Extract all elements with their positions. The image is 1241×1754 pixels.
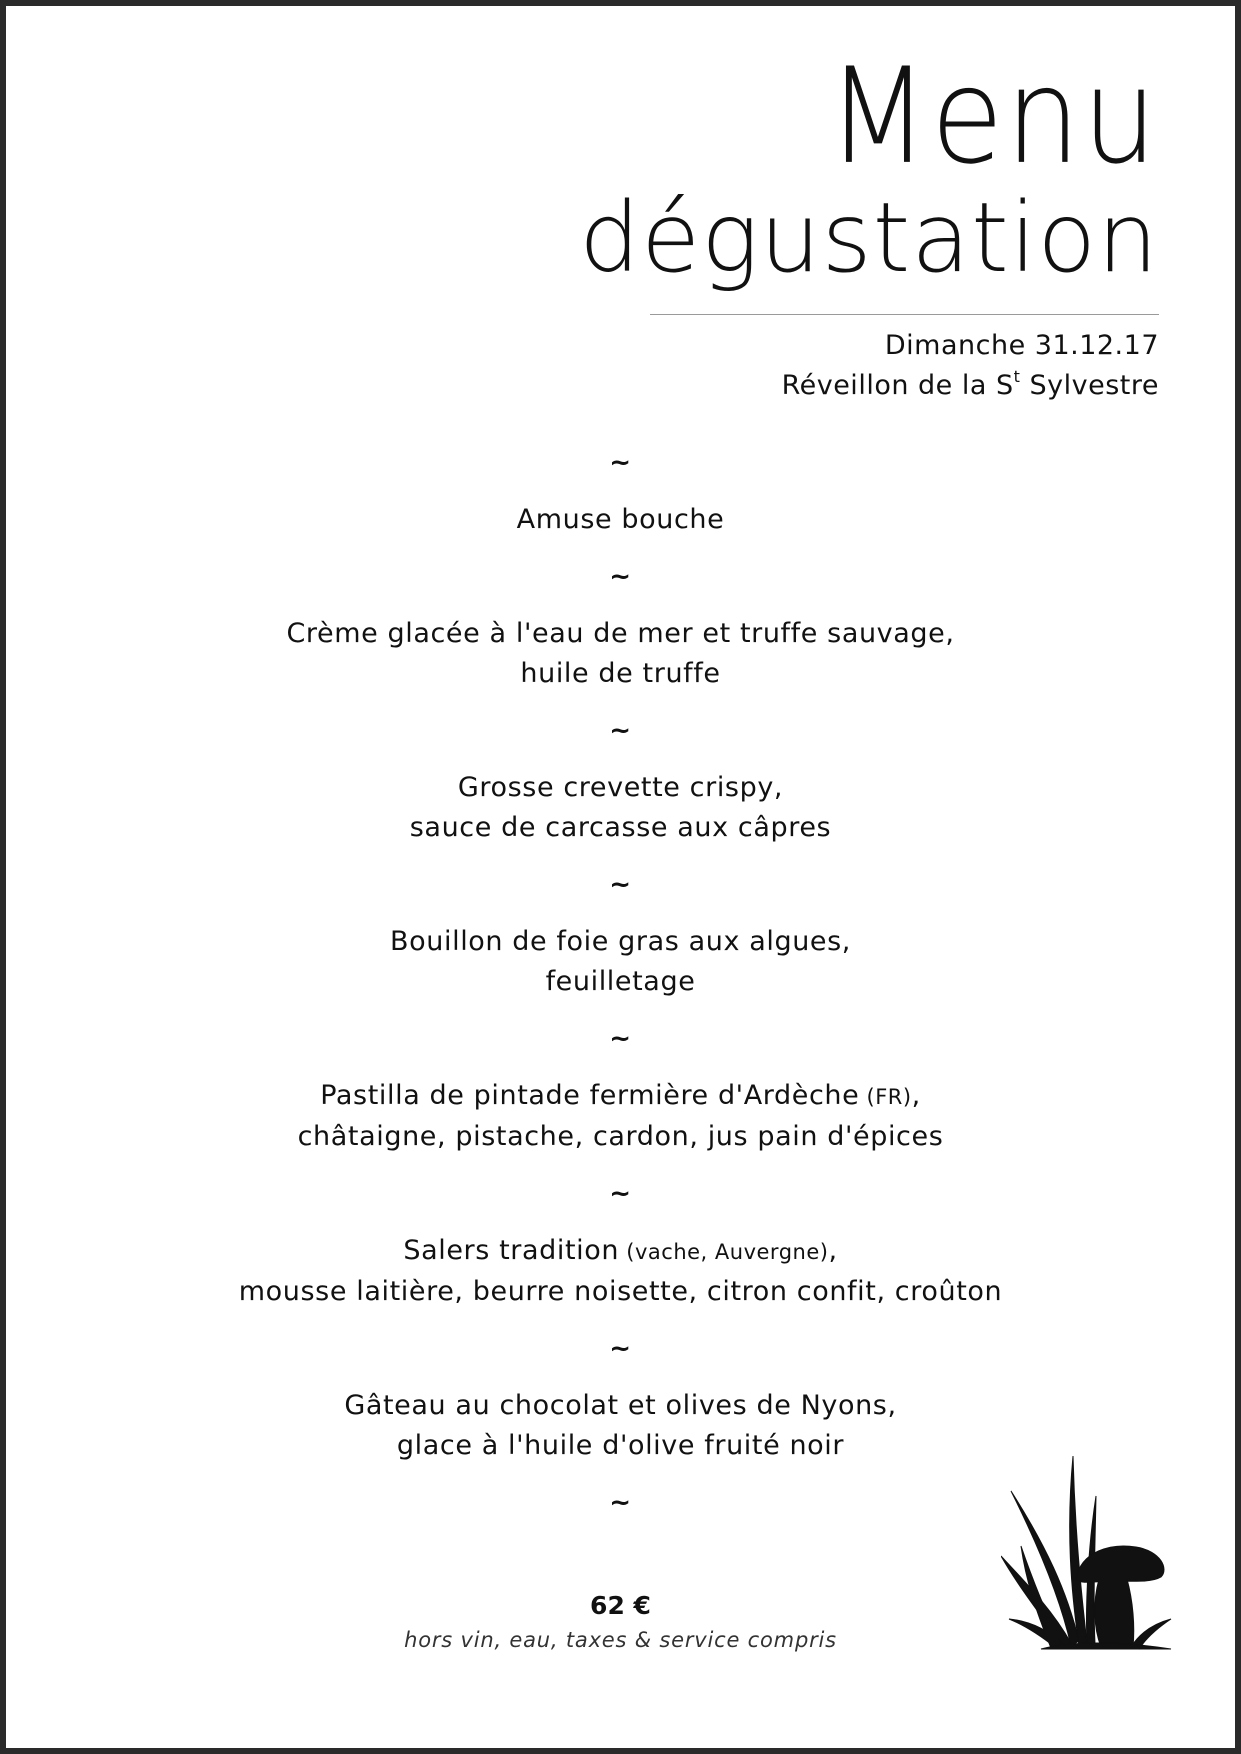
- course-line: Amuse bouche: [516, 504, 725, 535]
- course-item: [6, 1231, 1235, 1312]
- course-origin-note: (vache, Auvergne): [619, 1240, 829, 1264]
- course-separator: ~: [609, 1488, 632, 1518]
- course-line: [6, 1076, 1235, 1117]
- event-name: [782, 366, 1159, 406]
- course-separator: ~: [609, 562, 632, 592]
- event-info: [782, 326, 1159, 406]
- course-line: Crème glacée à l'eau de mer et truffe sauvage,: [286, 618, 955, 649]
- menu-price: 62 €: [590, 1591, 651, 1620]
- course-line: châtaigne, pistache, cardon, jus pain d'épices: [297, 1121, 944, 1152]
- course-item: [6, 614, 1235, 694]
- course-origin-note: (FR): [859, 1085, 912, 1109]
- event-date: Dimanche 31.12.17: [884, 330, 1159, 361]
- course-item: [6, 768, 1235, 848]
- title-degustation: dégustation: [579, 182, 1159, 294]
- course-punct: ,: [911, 1080, 921, 1111]
- title-menu: Menu: [827, 38, 1159, 194]
- course-separator: ~: [609, 1179, 632, 1209]
- event-name-suffix: Sylvestre: [1020, 370, 1159, 401]
- course-line: Gâteau au chocolat et olives de Nyons,: [344, 1390, 897, 1421]
- course-item: [6, 1076, 1235, 1157]
- price-note: hors vin, eau, taxes & service compris: [404, 1628, 837, 1652]
- event-name-sup: t: [1013, 367, 1021, 386]
- course-line: Grosse crevette crispy,: [457, 772, 784, 803]
- course-line: glace à l'huile d'olive fruité noir: [396, 1430, 845, 1461]
- course-line: Bouillon de foie gras aux algues,: [390, 926, 851, 957]
- course-line: [6, 1231, 1235, 1272]
- course-separator: ~: [609, 1334, 632, 1364]
- course-line: mousse laitière, beurre noisette, citron confit, croûton: [238, 1276, 1003, 1307]
- course-punct: ,: [828, 1235, 838, 1266]
- course-separator: ~: [609, 448, 632, 478]
- mushroom-grass-icon: [1001, 1451, 1176, 1651]
- course-item: [6, 922, 1235, 1002]
- course-separator: ~: [609, 1024, 632, 1054]
- course-separator: ~: [609, 870, 632, 900]
- menu-title: [579, 38, 1159, 294]
- course-main-text: Pastilla de pintade fermière d'Ardèche: [320, 1080, 860, 1111]
- course-separator: ~: [609, 716, 632, 746]
- course-line: sauce de carcasse aux câpres: [409, 812, 832, 843]
- course-line: feuilletage: [545, 966, 696, 997]
- course-line: huile de truffe: [520, 658, 721, 689]
- course-main-text: Salers tradition: [403, 1235, 620, 1266]
- course-list: [6, 448, 1235, 1518]
- event-name-prefix: Réveillon de la S: [781, 370, 1014, 401]
- title-divider: [650, 314, 1159, 315]
- course-item: [6, 500, 1235, 540]
